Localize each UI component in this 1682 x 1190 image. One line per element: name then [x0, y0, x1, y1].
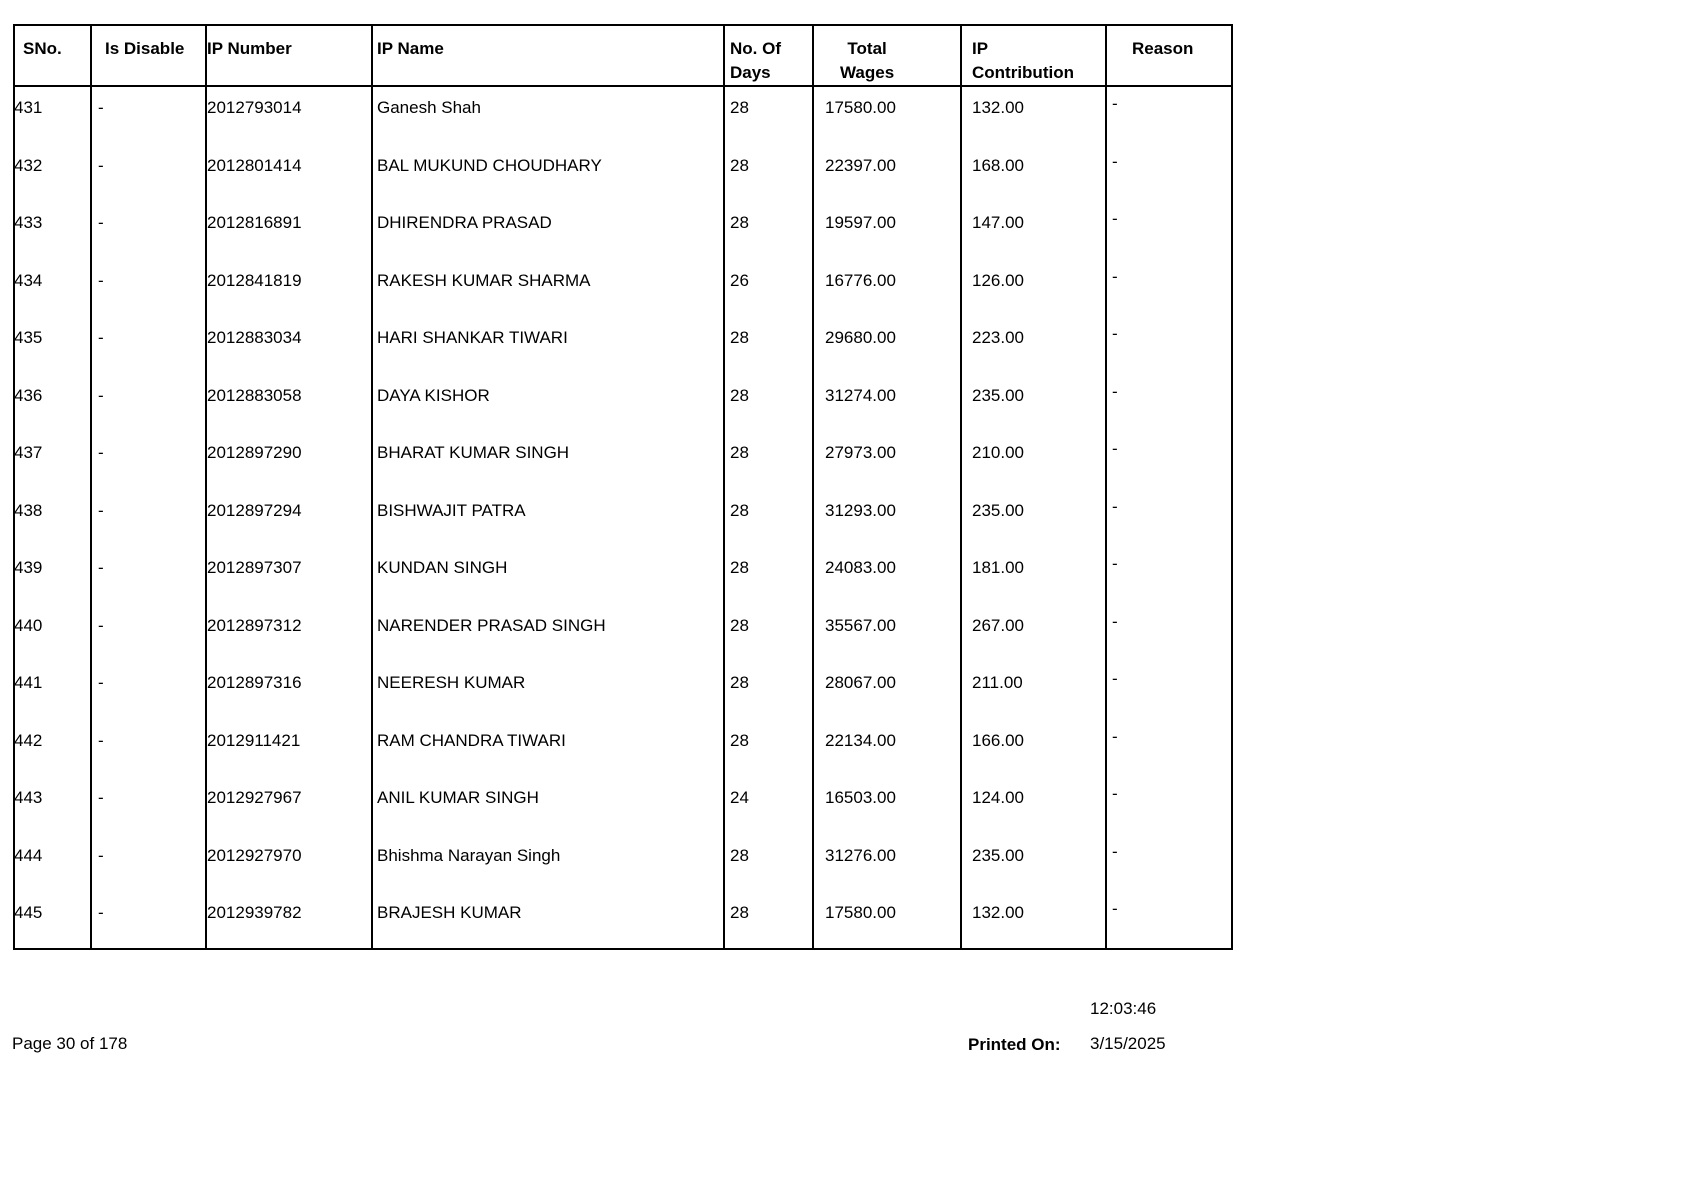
cell-is-disable: - — [98, 443, 104, 462]
cell-days: 24 — [730, 788, 749, 807]
cell-ip-name: DHIRENDRA PRASAD — [377, 213, 552, 232]
cell-days: 28 — [730, 673, 749, 692]
cell-is-disable: - — [98, 328, 104, 347]
cell-ip-name: NEERESH KUMAR — [377, 673, 526, 692]
printed-date: 3/15/2025 — [1090, 1034, 1166, 1053]
cell-ip-number: 2012897294 — [207, 500, 302, 520]
table-row — [15, 87, 1231, 145]
cell-is-disable: - — [98, 98, 104, 117]
header-reason: Reason — [1132, 39, 1194, 58]
cell-is-disable: - — [98, 270, 104, 290]
cell-reason: - — [1112, 439, 1118, 458]
cell-ip-name: BISHWAJIT PATRA — [377, 500, 526, 520]
cell-ip-name: ANIL KUMAR SINGH — [377, 788, 539, 807]
cell-sno: 440 — [14, 615, 43, 635]
cell-ip-contribution: 223.00 — [972, 328, 1024, 347]
cell-total-wages: 22397.00 — [825, 155, 896, 175]
cell-ip-contribution: 132.00 — [972, 903, 1024, 922]
header-days: No. Of Days — [730, 39, 781, 82]
cell-ip-number: 2012911421 — [207, 730, 301, 750]
cell-ip-name: Bhishma Narayan Singh — [377, 845, 561, 865]
cell-ip-contribution: 235.00 — [972, 500, 1024, 520]
contribution-table — [13, 24, 1233, 950]
cell-total-wages: 16776.00 — [825, 270, 896, 290]
cell-ip-contribution: 168.00 — [972, 155, 1024, 175]
cell-is-disable: - — [98, 903, 104, 922]
cell-sno: 432 — [14, 155, 43, 175]
table-row — [15, 662, 1231, 720]
table-row — [15, 720, 1231, 778]
cell-ip-contribution: 211.00 — [972, 673, 1023, 692]
page-number: Page 30 of 178 — [12, 1034, 128, 1053]
cell-ip-contribution: 166.00 — [972, 730, 1024, 750]
cell-days: 28 — [730, 615, 749, 635]
cell-ip-contribution: 132.00 — [972, 98, 1024, 117]
cell-ip-name: DAYA KISHOR — [377, 385, 490, 405]
table-row — [15, 432, 1231, 490]
header-ip-number: IP Number — [207, 39, 292, 58]
cell-total-wages: 28067.00 — [825, 673, 896, 692]
cell-reason: - — [1112, 266, 1118, 286]
cell-is-disable: - — [98, 558, 104, 577]
cell-ip-number: 2012897290 — [207, 443, 302, 462]
cell-ip-name: RAKESH KUMAR SHARMA — [377, 270, 591, 290]
cell-sno: 438 — [14, 500, 43, 520]
cell-total-wages: 22134.00 — [825, 730, 896, 750]
cell-total-wages: 31274.00 — [825, 385, 896, 405]
header-sno: SNo. — [23, 39, 62, 58]
cell-total-wages: 24083.00 — [825, 558, 896, 577]
cell-days: 28 — [730, 500, 749, 520]
cell-sno: 435 — [14, 328, 43, 347]
cell-sno: 434 — [14, 270, 43, 290]
cell-ip-name: NARENDER PRASAD SINGH — [377, 615, 606, 635]
cell-ip-number: 2012793014 — [207, 98, 302, 117]
cell-reason: - — [1112, 496, 1118, 516]
cell-ip-contribution: 181.00 — [972, 558, 1024, 577]
cell-sno: 439 — [14, 558, 43, 577]
header-is-disable: Is Disable — [105, 39, 185, 58]
cell-total-wages: 19597.00 — [825, 213, 896, 232]
cell-ip-number: 2012897316 — [207, 673, 302, 692]
cell-reason: - — [1112, 151, 1118, 171]
cell-ip-number: 2012883058 — [207, 385, 302, 405]
cell-ip-contribution: 126.00 — [972, 270, 1024, 290]
cell-sno: 437 — [14, 443, 43, 462]
cell-ip-contribution: 124.00 — [972, 788, 1024, 807]
cell-total-wages: 17580.00 — [825, 98, 896, 117]
cell-days: 28 — [730, 903, 749, 922]
cell-ip-name: BHARAT KUMAR SINGH — [377, 443, 570, 462]
cell-reason: - — [1112, 94, 1118, 113]
table-row — [15, 892, 1231, 950]
header-total-wages: Total Wages — [840, 39, 895, 82]
printed-time: 12:03:46 — [1090, 999, 1157, 1018]
table-row — [15, 835, 1231, 893]
cell-total-wages: 31276.00 — [825, 845, 896, 865]
cell-days: 28 — [730, 213, 749, 232]
cell-reason: - — [1112, 784, 1118, 803]
table-row — [15, 375, 1231, 433]
cell-days: 28 — [730, 98, 749, 117]
cell-total-wages: 16503.00 — [825, 788, 896, 807]
cell-sno: 431 — [14, 98, 43, 117]
cell-reason: - — [1112, 841, 1118, 861]
table-row — [15, 547, 1231, 605]
cell-ip-contribution: 147.00 — [972, 213, 1024, 232]
cell-days: 28 — [730, 730, 749, 750]
cell-ip-number: 2012883034 — [207, 328, 302, 347]
cell-total-wages: 27973.00 — [825, 443, 896, 462]
cell-is-disable: - — [98, 213, 104, 232]
cell-reason: - — [1112, 899, 1118, 918]
cell-ip-number: 2012801414 — [207, 155, 302, 175]
cell-days: 28 — [730, 443, 749, 462]
cell-reason: - — [1112, 381, 1118, 401]
cell-sno: 444 — [14, 845, 43, 865]
cell-ip-name: BAL MUKUND CHOUDHARY — [377, 155, 602, 175]
cell-reason: - — [1112, 324, 1118, 343]
table-row — [15, 777, 1231, 835]
cell-is-disable: - — [98, 845, 104, 865]
cell-total-wages: 17580.00 — [825, 903, 896, 922]
cell-ip-contribution: 210.00 — [972, 443, 1024, 462]
cell-ip-number: 2012927970 — [207, 845, 302, 865]
cell-ip-name: BRAJESH KUMAR — [377, 903, 522, 922]
printed-on-label: Printed On: — [968, 1035, 1061, 1054]
cell-is-disable: - — [98, 385, 104, 405]
cell-ip-name: HARI SHANKAR TIWARI — [377, 328, 568, 347]
table-row — [15, 605, 1231, 663]
cell-total-wages: 29680.00 — [825, 328, 896, 347]
cell-ip-contribution: 235.00 — [972, 385, 1024, 405]
cell-ip-number: 2012841819 — [207, 270, 302, 290]
cell-total-wages: 35567.00 — [825, 615, 896, 635]
cell-ip-contribution: 267.00 — [972, 615, 1024, 635]
cell-sno: 441 — [14, 673, 43, 692]
cell-reason: - — [1112, 554, 1118, 573]
cell-reason: - — [1112, 611, 1118, 631]
cell-ip-number: 2012897312 — [207, 615, 302, 635]
cell-ip-name: Ganesh Shah — [377, 98, 481, 117]
cell-reason: - — [1112, 209, 1118, 228]
table-row — [15, 260, 1231, 318]
cell-reason: - — [1112, 669, 1118, 688]
cell-is-disable: - — [98, 615, 104, 635]
cell-ip-number: 2012939782 — [207, 903, 302, 922]
table-row — [15, 490, 1231, 548]
cell-is-disable: - — [98, 500, 104, 520]
cell-days: 28 — [730, 385, 749, 405]
cell-ip-contribution: 235.00 — [972, 845, 1024, 865]
cell-sno: 433 — [14, 213, 43, 232]
cell-days: 28 — [730, 558, 749, 577]
cell-ip-number: 2012897307 — [207, 558, 302, 577]
cell-is-disable: - — [98, 155, 104, 175]
header-ip-contribution: IP Contribution — [972, 39, 1074, 82]
table-row — [15, 317, 1231, 375]
cell-ip-number: 2012927967 — [207, 788, 302, 807]
table-row — [15, 145, 1231, 203]
cell-ip-number: 2012816891 — [207, 213, 302, 232]
table-row — [15, 202, 1231, 260]
cell-sno: 442 — [14, 730, 43, 750]
cell-is-disable: - — [98, 730, 104, 750]
cell-total-wages: 31293.00 — [825, 500, 896, 520]
cell-reason: - — [1112, 726, 1118, 746]
cell-is-disable: - — [98, 788, 104, 807]
cell-days: 28 — [730, 155, 749, 175]
cell-ip-name: KUNDAN SINGH — [377, 558, 508, 577]
cell-sno: 445 — [14, 903, 43, 922]
cell-is-disable: - — [98, 673, 104, 692]
cell-sno: 443 — [14, 788, 43, 807]
cell-days: 28 — [730, 328, 749, 347]
cell-days: 26 — [730, 270, 749, 290]
header-ip-name: IP Name — [377, 39, 444, 58]
cell-sno: 436 — [14, 385, 43, 405]
cell-days: 28 — [730, 845, 749, 865]
cell-ip-name: RAM CHANDRA TIWARI — [377, 730, 566, 750]
